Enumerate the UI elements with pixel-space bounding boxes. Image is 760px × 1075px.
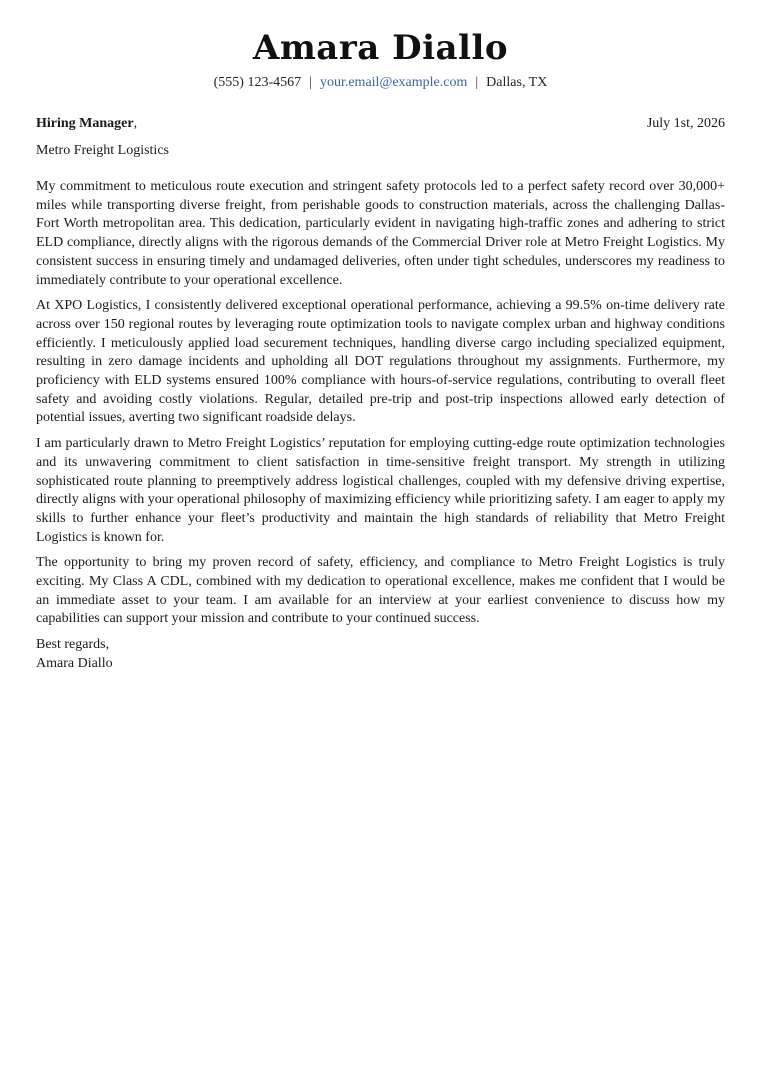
recipient-title-suffix: , — [133, 116, 138, 131]
recipient-title: Hiring Manager — [36, 116, 134, 131]
location: Dallas, TX — [486, 75, 548, 90]
body-paragraph: I am particularly drawn to Metro Freight Logistics’ reputation for employing cutting-edge route optimization technologies and its unwavering commitment to client satisfaction in time-sensitive freight transport. My strength in utilizing sophisticated route planning to preemptively address logistical challenges, coupled with my defensive driving expertise, directly aligns with your operational philosophy of maximizing efficiency while prioritizing safety. I am eager to apply my skills to further enhance your fleet’s productivity and maintain the high standards of reliability that Metro Freight Logistics is known for. — [36, 436, 725, 545]
letter-header — [36, 28, 725, 92]
signature-name: Amara Diallo — [36, 655, 113, 671]
sign-off: Best regards, — [36, 637, 110, 653]
body-paragraph: At XPO Logistics, I consistently delivered exceptional operational performance, achieving a 99.5% on-time delivery rate across over 150 regional routes by leveraging route optimization tools to navigate complex urban and highway conditions efficiently. I meticulously applied load securement techniques, handling diverse cargo including specialized equipment, resulting in zero damage incidents and upholding all DOT regulations throughout my assignments. Furthermore, my proficiency with ELD systems ensured 100% compliance with hours-of-service regulations, contributing to overall fleet safety and avoiding costly violations. Regular, detailed pre-trip and post-trip inspections allowed early detection of potential issues, averting two significant roadside delays. — [36, 298, 725, 426]
email-link[interactable]: your.email@example.com — [319, 75, 468, 90]
cover-letter-page — [36, 28, 725, 674]
recipient-row — [36, 114, 725, 133]
phone-number: (555) 123-4567 — [213, 75, 302, 90]
body-paragraph: My commitment to meticulous route execution and stringent safety protocols led to a perfect safety record over 30,000+ miles while transporting diverse freight, from perishable goods to construction materials, across the challenging Dallas-Fort Worth metropolitan area. This dedication, particularly evident in navigating high-traffic zones and adhering to strict ELD compliance, directly aligns with the rigorous demands of the Commercial Driver role at Metro Freight Logistics. My consistent success in ensuring timely and undamaged deliveries, often under tight schedules, underscores my readiness to immediately contribute to your operational excellence. — [36, 179, 725, 288]
recipient-company: Metro Freight Logistics — [36, 143, 169, 158]
recipient-block — [36, 114, 725, 160]
contact-separator: | — [475, 75, 479, 90]
recipient-title-wrap — [36, 114, 137, 133]
letter-closing — [36, 636, 725, 673]
letter-date: July 1st, 2026 — [646, 116, 725, 131]
body-paragraph: The opportunity to bring my proven record of safety, efficiency, and compliance to Metro Freight Logistics is truly exciting. My Class A CDL, combined with my dedication to operational excellence, makes me confident that I would be an immediate asset to your team. I am available for an interview at your earliest convenience to discuss how my capabilities can support your mission and contribute to your continued success. — [36, 555, 725, 627]
contact-separator: | — [309, 75, 312, 90]
letter-body — [36, 178, 725, 629]
sender-name: Amara Diallo — [252, 28, 509, 68]
contact-line — [36, 74, 725, 92]
